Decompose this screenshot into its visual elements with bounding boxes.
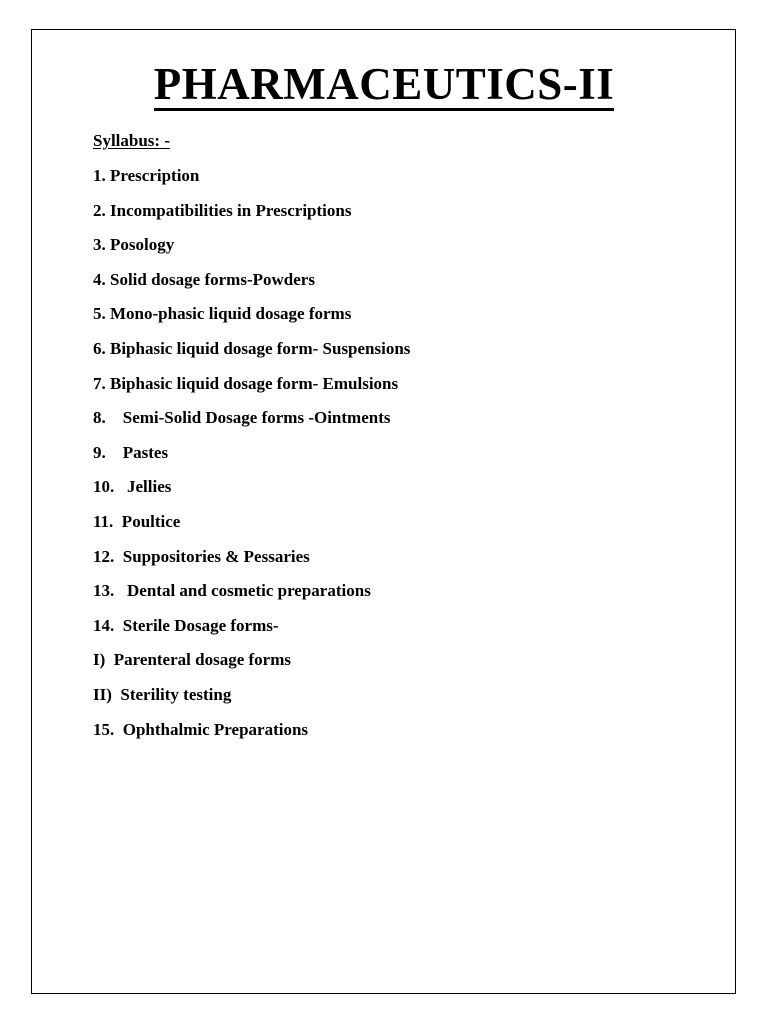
syllabus-item: 15. Ophthalmic Preparations [93, 719, 309, 739]
syllabus-item: 9. Pastes [93, 442, 169, 462]
syllabus-item: 7. Biphasic liquid dosage form- Emulsions [93, 373, 399, 393]
syllabus-item: 10. Jellies [93, 477, 172, 497]
syllabus-list [93, 166, 410, 754]
syllabus-item: 6. Biphasic liquid dosage form- Suspensions [93, 338, 411, 358]
syllabus-item: 11. Poultice [93, 511, 181, 531]
syllabus-item: 5. Mono-phasic liquid dosage forms [93, 304, 352, 324]
syllabus-item: 14. Sterile Dosage forms- [93, 615, 279, 635]
syllabus-item: 4. Solid dosage forms-Powders [93, 269, 315, 289]
syllabus-item: 8. Semi-Solid Dosage forms -Ointments [93, 408, 391, 428]
document-title-container [0, 59, 768, 111]
syllabus-item: 2. Incompatibilities in Prescriptions [93, 200, 352, 220]
syllabus-item: 3. Posology [93, 235, 175, 255]
syllabus-item: I) Parenteral dosage forms [93, 650, 291, 670]
document-title: PHARMACEUTICS-II [153, 59, 615, 109]
syllabus-item: 12. Suppositories & Pessaries [93, 546, 310, 566]
syllabus-item: II) Sterility testing [93, 684, 232, 704]
syllabus-item: 13. Dental and cosmetic preparations [93, 581, 371, 601]
syllabus-heading: Syllabus: - [93, 131, 170, 150]
syllabus-item: 1. Prescription [93, 166, 200, 185]
